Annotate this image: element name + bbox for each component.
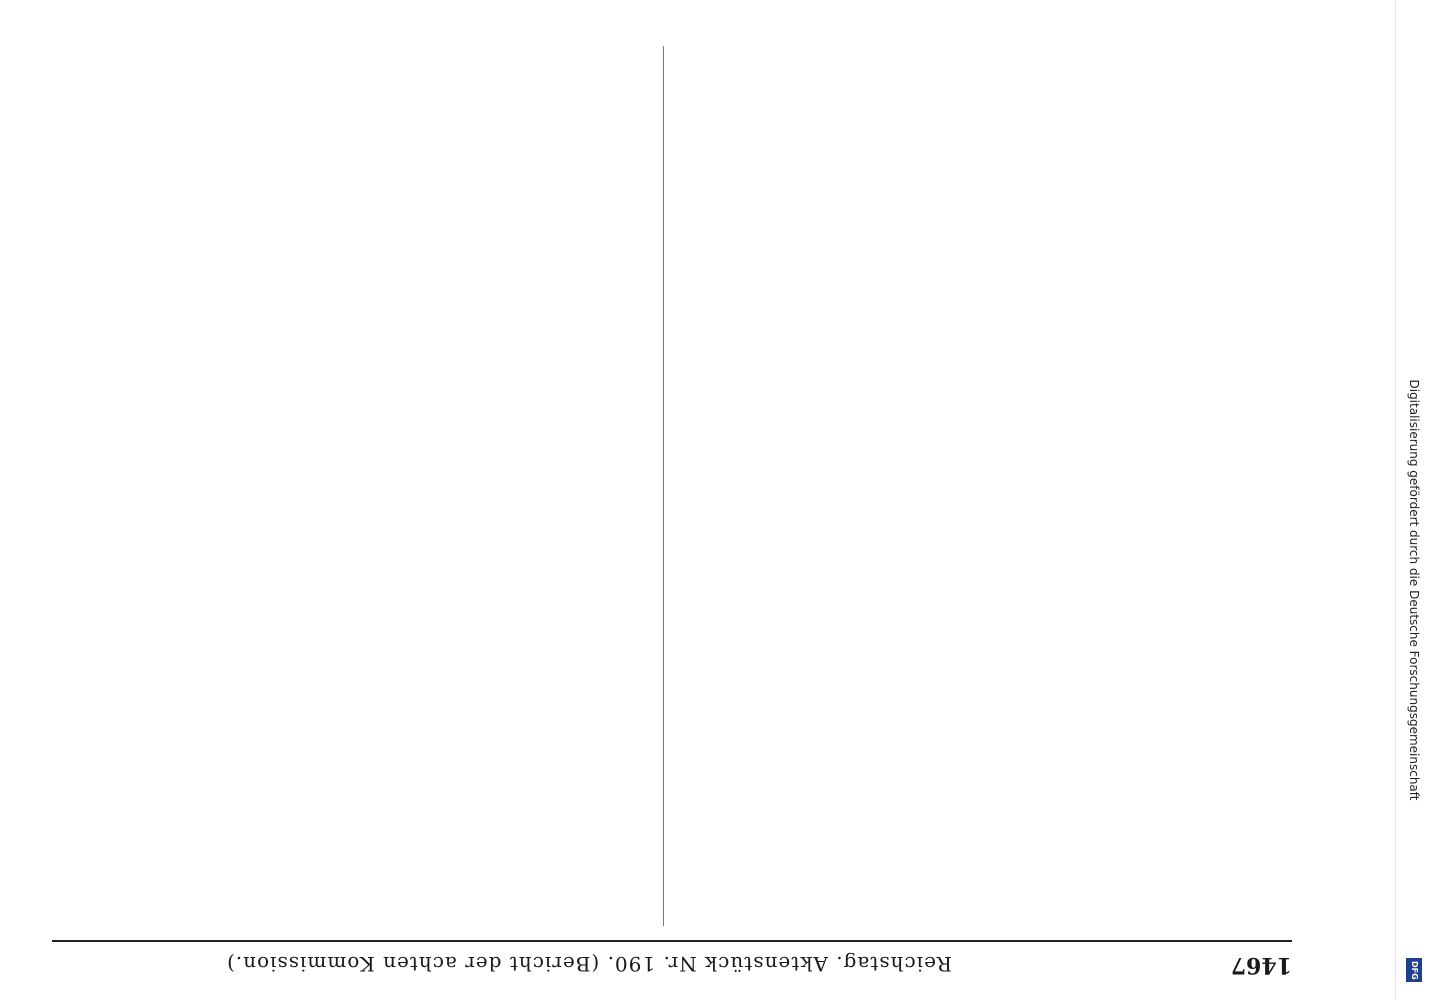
column-divider — [663, 46, 664, 926]
text-line — [32, 846, 652, 866]
text-line — [32, 756, 652, 776]
page-header — [52, 940, 1292, 992]
text-line — [672, 726, 1292, 746]
text-line — [32, 876, 652, 896]
text-line — [672, 114, 1292, 134]
text-line — [32, 54, 652, 74]
digitization-credit-sidebar — [1395, 0, 1432, 1000]
text-line — [32, 174, 652, 194]
left-column-lines — [672, 546, 1292, 926]
text-line — [32, 144, 652, 164]
text-line — [32, 456, 652, 476]
text-line — [672, 444, 1292, 464]
right-text-column — [32, 26, 652, 926]
text-line — [672, 876, 1292, 896]
text-line — [32, 786, 652, 806]
right-column-lines — [32, 396, 652, 926]
right-section-heading — [32, 358, 652, 378]
text-line — [672, 546, 1292, 566]
text-line — [672, 234, 1292, 254]
text-line — [672, 144, 1292, 164]
digitization-credit: Digitalisierung gefördert durch die Deutsche Forschungsgemeinschaft — [1407, 379, 1421, 801]
text-line — [32, 606, 652, 626]
text-line — [672, 294, 1292, 314]
text-line — [672, 606, 1292, 626]
text-line — [32, 576, 652, 596]
text-line — [672, 636, 1292, 656]
text-line — [32, 666, 652, 686]
text-line — [672, 906, 1292, 926]
text-line — [672, 576, 1292, 596]
dfg-logo-icon: DFG — [1406, 958, 1422, 982]
text-line — [32, 264, 652, 284]
text-line — [32, 486, 652, 506]
text-line — [32, 324, 652, 344]
text-line — [672, 786, 1292, 806]
text-line — [672, 816, 1292, 836]
running-title: Reichstag. Aktenstück Nr. 190. (Bericht der achten Kommission.) — [226, 952, 952, 976]
text-line — [672, 354, 1292, 374]
header-rule — [52, 940, 1292, 942]
text-line — [672, 756, 1292, 776]
text-line — [32, 234, 652, 254]
left-text-column — [672, 26, 1292, 926]
text-line — [32, 816, 652, 836]
text-line — [32, 636, 652, 656]
text-line — [672, 204, 1292, 224]
text-line — [32, 546, 652, 566]
text-line — [32, 204, 652, 224]
text-line — [672, 264, 1292, 284]
text-line — [672, 666, 1292, 686]
page-number: 1467 — [1230, 952, 1292, 978]
text-line — [672, 474, 1292, 494]
text-line — [32, 696, 652, 716]
left-column-lines-after-heading — [672, 54, 1292, 494]
left-section-heading — [672, 508, 1292, 528]
text-line — [672, 84, 1292, 104]
text-line — [672, 54, 1292, 74]
text-line — [32, 906, 652, 926]
text-line — [672, 414, 1292, 434]
text-line — [32, 84, 652, 104]
text-line — [672, 384, 1292, 404]
text-line — [32, 396, 652, 416]
text-line — [32, 516, 652, 536]
text-line — [672, 696, 1292, 716]
text-line — [32, 114, 652, 134]
text-line — [32, 294, 652, 314]
text-line — [32, 726, 652, 746]
text-line — [672, 174, 1292, 194]
text-line — [672, 846, 1292, 866]
text-line — [32, 24, 652, 44]
right-column-lines-after-heading — [32, 24, 652, 344]
text-line — [32, 426, 652, 446]
text-line — [672, 324, 1292, 344]
